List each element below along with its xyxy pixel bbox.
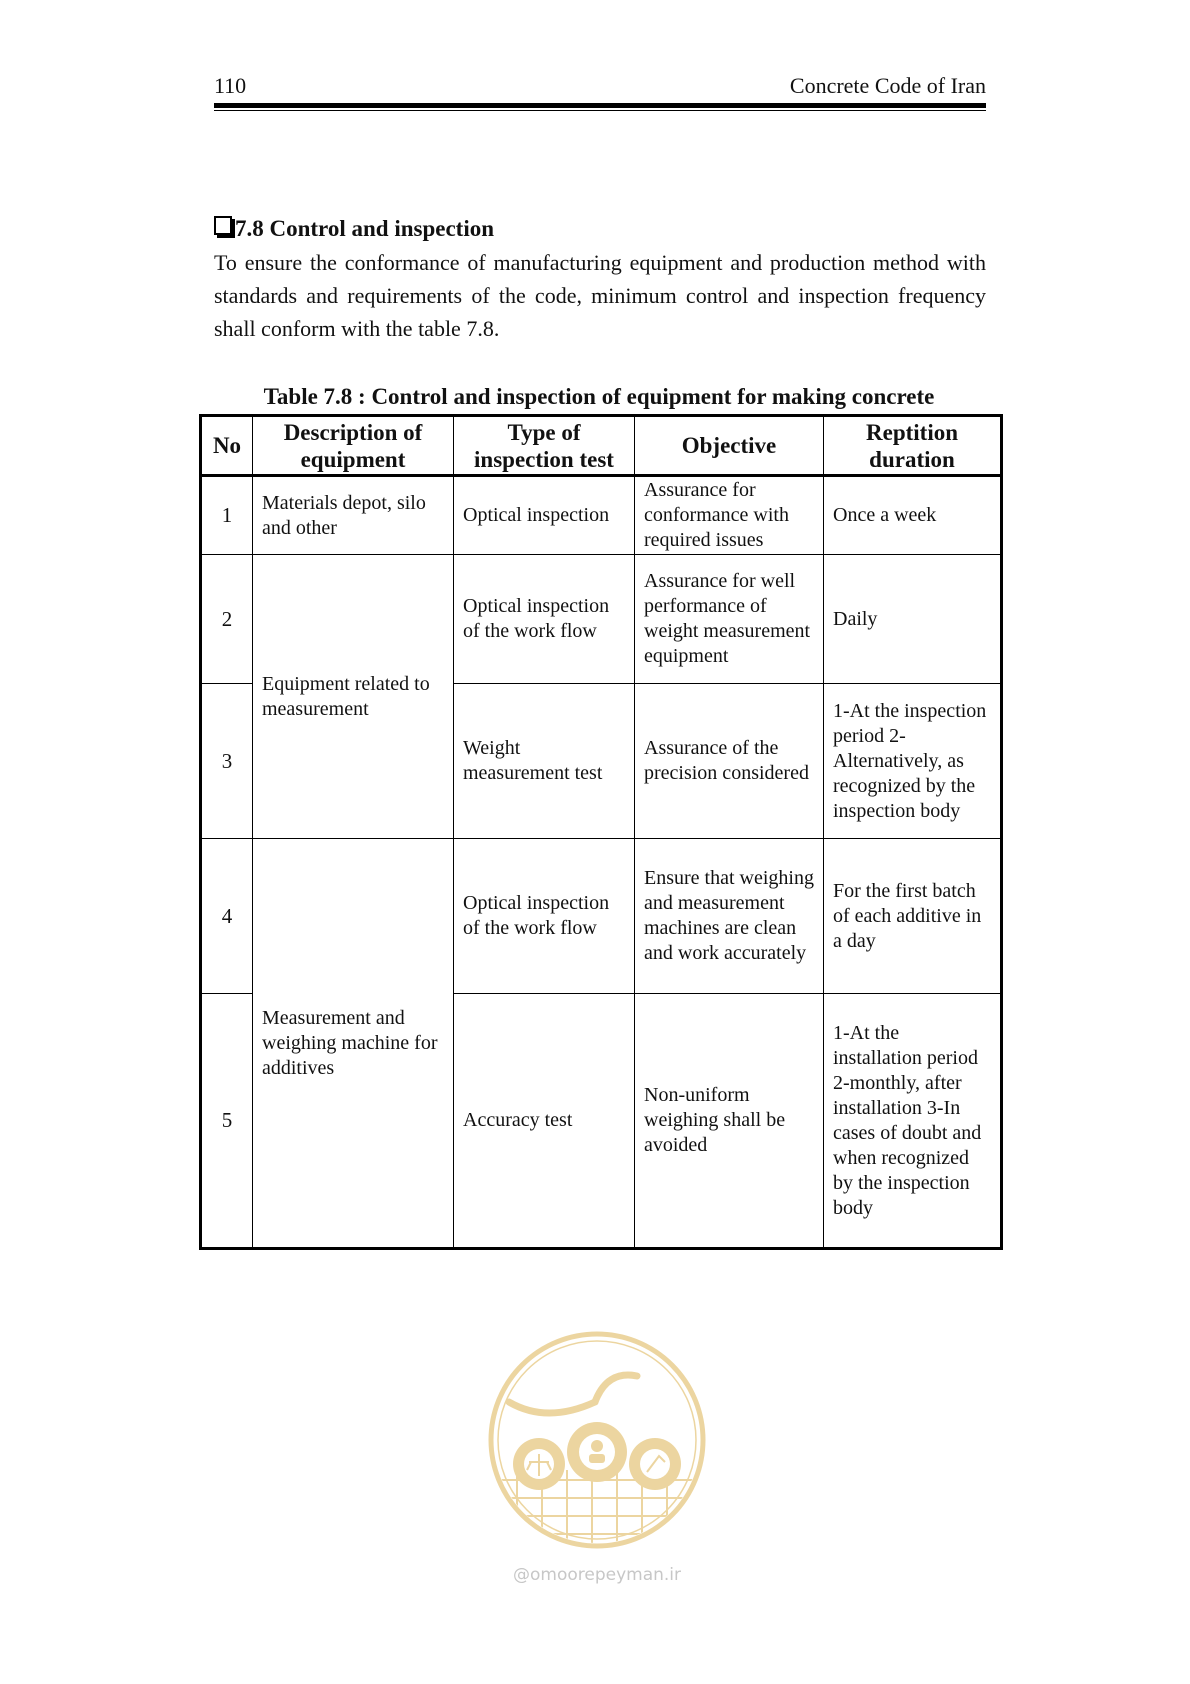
table-row — [201, 839, 1002, 994]
watermark-url: @omoorepeyman.ir — [512, 1565, 682, 1585]
cell-test-type: Optical inspection of the work flow — [454, 839, 635, 994]
section-heading-text: 7.8 Control and inspection — [235, 216, 495, 241]
header-rule-thin — [214, 110, 986, 111]
cell-description: Equipment related to measurement — [253, 555, 454, 839]
cell-no: 5 — [201, 994, 253, 1249]
cell-test-type: Optical inspection of the work flow — [454, 555, 635, 684]
table-row — [201, 555, 1002, 684]
cell-duration: 1-At the inspection period 2-Alternatively, as recognized by the inspection body — [824, 684, 1002, 839]
running-header — [214, 72, 986, 100]
cell-objective: Assurance for conformance with required issues — [635, 476, 824, 555]
cell-duration: Daily — [824, 555, 1002, 684]
cell-objective: Assurance of the precision considered — [635, 684, 824, 839]
section-box-icon — [214, 216, 232, 235]
cell-objective: Ensure that weighing and measurement machines are clean and work accurately — [635, 839, 824, 994]
header-test-type: Type of inspection test — [454, 416, 635, 476]
header-no: No — [201, 416, 253, 476]
header-rule-thick — [214, 103, 986, 108]
inspection-table — [199, 414, 1003, 1250]
cell-test-type: Optical inspection — [454, 476, 635, 555]
running-title: Concrete Code of Iran — [789, 73, 986, 98]
cell-no: 1 — [201, 476, 253, 555]
cell-duration: Once a week — [824, 476, 1002, 555]
cell-duration: 1-At the installation period 2-monthly, after installation 3-In cases of doubt and when recognized by the inspection body — [824, 994, 1002, 1249]
header-objective: Objective — [635, 416, 824, 476]
cell-objective: Assurance for well performance of weight measurement equipment — [635, 555, 824, 684]
page-number: 110 — [214, 73, 247, 98]
section-heading — [214, 214, 494, 244]
watermark-logo-graphic — [487, 1330, 707, 1590]
cell-no: 3 — [201, 684, 253, 839]
table-row — [201, 476, 1002, 555]
cell-no: 2 — [201, 555, 253, 684]
cell-objective: Non-uniform weighing shall be avoided — [635, 994, 824, 1249]
cell-description: Measurement and weighing machine for additives — [253, 839, 454, 1249]
table-caption: Table 7.8 : Control and inspection of equipment for making concrete — [263, 384, 935, 409]
cell-test-type: Accuracy test — [454, 994, 635, 1249]
header-duration: Reptition duration — [824, 416, 1002, 476]
cell-no: 4 — [201, 839, 253, 994]
header-description: Description of equipment — [253, 416, 454, 476]
cell-description: Materials depot, silo and other — [253, 476, 454, 555]
section-body: To ensure the conformance of manufacturing equipment and production method with standards and requirements of the code, minimum control and inspection frequency shall conform with the table 7.8. — [214, 250, 986, 341]
cell-test-type: Weight measurement test — [454, 684, 635, 839]
table-header-row — [201, 416, 1002, 476]
watermark-logo — [487, 1330, 707, 1590]
cell-duration: For the first batch of each additive in a day — [824, 839, 1002, 994]
